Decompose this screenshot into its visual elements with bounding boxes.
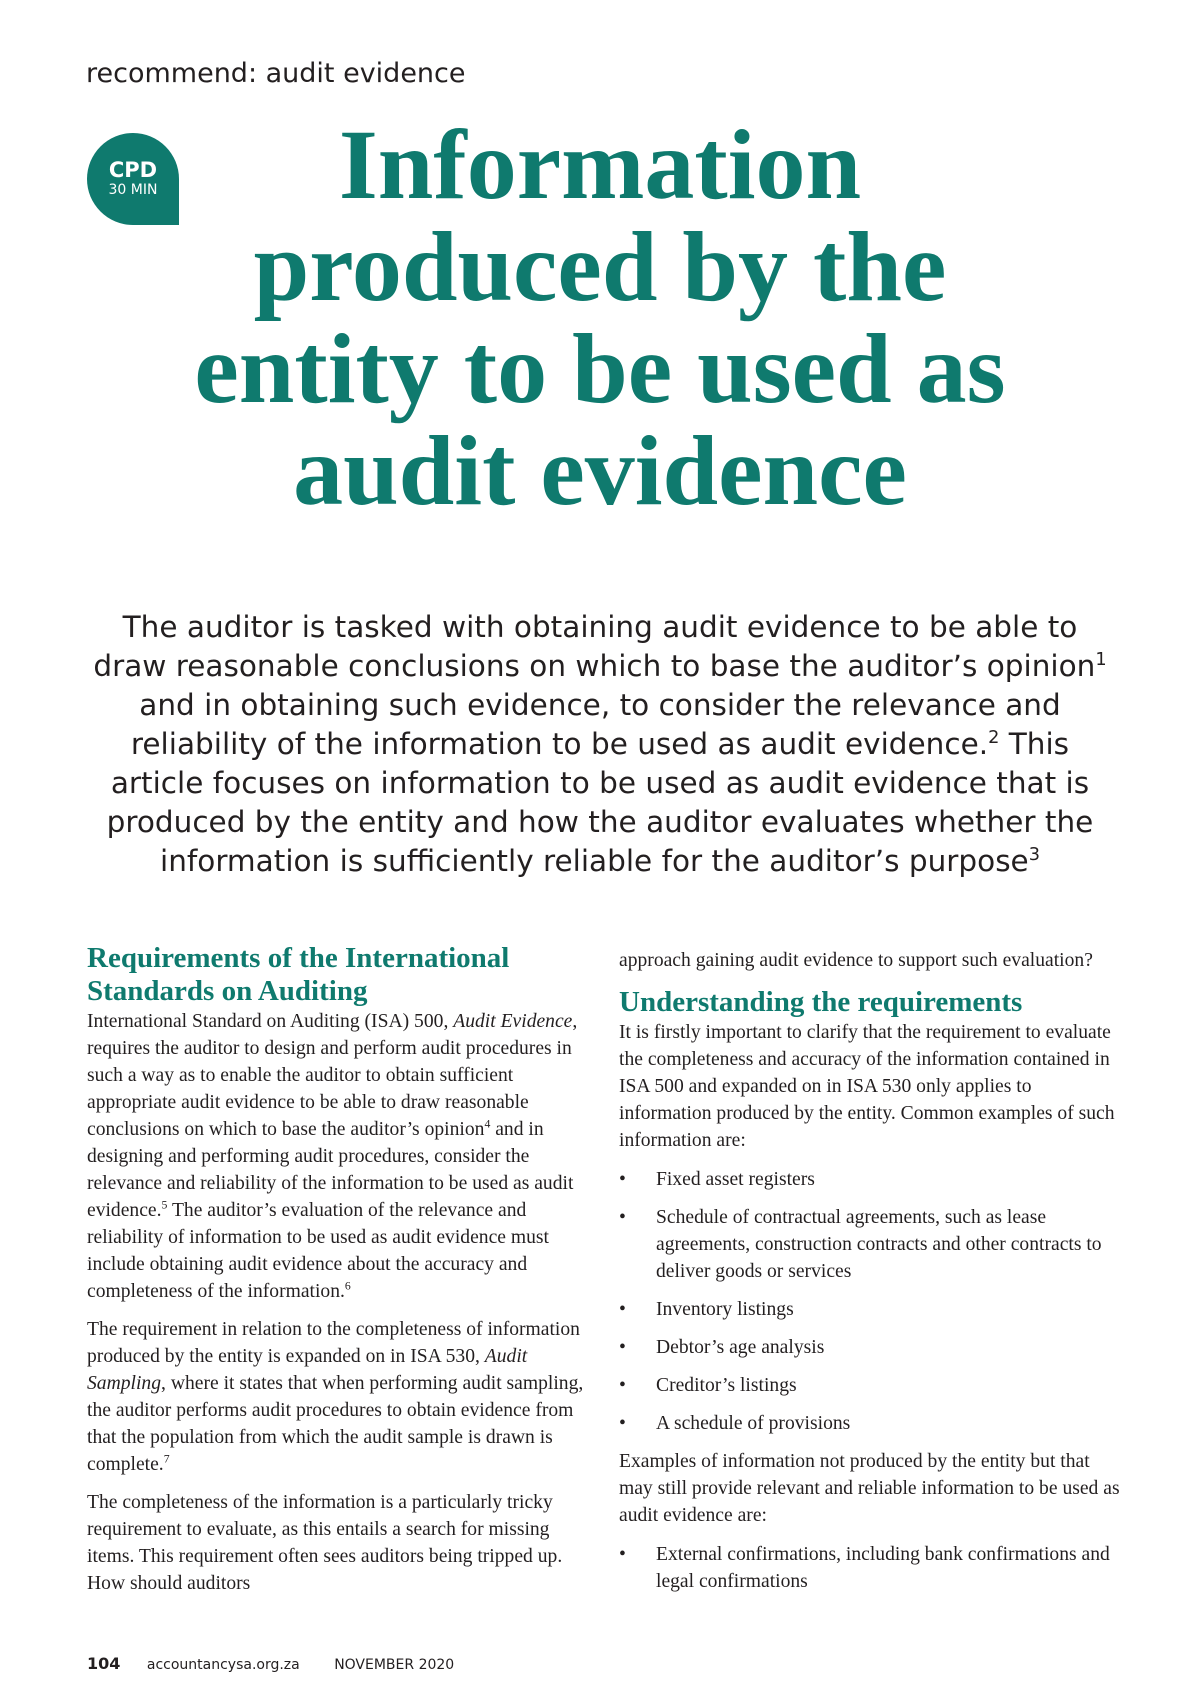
footnote-ref: 6	[344, 1279, 351, 1293]
body-text: The auditor’s evaluation of the relevance and reliability of information to be used as audit evidence must include obtaining audit evidence about the accuracy and completeness of the information.	[87, 1200, 549, 1302]
standard-title: Audit Sampling	[87, 1346, 528, 1394]
title-line: entity to be used as	[194, 313, 1006, 424]
section-heading: Requirements of the International Standards on Auditing	[87, 942, 510, 1007]
page-footer	[87, 1654, 454, 1673]
left-column	[87, 942, 597, 1608]
footnote-ref: 2	[988, 728, 1000, 749]
cpd-badge-title: CPD	[108, 158, 158, 182]
body-text: , where it states that when performing audit sampling, the auditor performs audit procedures to obtain evidence from that the population from which the audit sample is drawn is complete.	[87, 1373, 584, 1475]
list-item: • Inventory listings	[619, 1296, 1124, 1323]
title-line: produced by the	[253, 211, 947, 322]
external-examples-list	[619, 1541, 1124, 1595]
section-label: recommend: audit evidence	[86, 58, 466, 89]
intro-text: and in obtaining such evidence, to consider the relevance and reliability of the information to be used as audit evidence.	[130, 688, 1061, 761]
footnote-ref: 4	[484, 1117, 491, 1131]
body-paragraph	[87, 1316, 597, 1478]
body-paragraph: It is firstly important to clarify that the requirement to evaluate the completeness and accuracy of the information contained in ISA 500 and expanded on in ISA 530 only applies to information produced by the entity. Common examples of such information are:	[619, 1022, 1115, 1151]
body-text: , requires the auditor to design and perform audit procedures in such a way as to enable the auditor to obtain sufficient appropriate audit evidence to be able to draw reasonable conclusions on which to base the auditor’s opinion	[87, 1011, 578, 1140]
section-heading: Understanding the requirements	[619, 986, 1023, 1018]
list-item: • Debtor’s age analysis	[619, 1334, 1124, 1361]
body-paragraph	[87, 1008, 597, 1305]
article-title	[0, 109, 1200, 526]
right-column	[619, 947, 1124, 1606]
issue-date: NOVEMBER 2020	[334, 1657, 455, 1673]
intro-text: The auditor is tasked with obtaining audit evidence to be able to draw reasonable conclusions on which to base the auditor’s opinion	[93, 610, 1096, 683]
list-item: • Schedule of contractual agreements, such as lease agreements, construction contracts and other contracts to deliver goods or services	[619, 1204, 1124, 1285]
list-item: • Creditor’s listings	[619, 1372, 1124, 1399]
list-item: • External confirmations, including bank confirmations and legal confirmations	[619, 1541, 1124, 1595]
cpd-badge-duration: 30 MIN	[108, 182, 158, 198]
footnote-ref: 3	[1028, 845, 1040, 866]
footnote-ref: 5	[161, 1198, 168, 1212]
list-item: • A schedule of provisions	[619, 1410, 1124, 1437]
footnote-ref: 1	[1095, 650, 1107, 671]
body-text: and in designing and performing audit procedures, consider the relevance and reliability of the information to be used as audit evidence.	[87, 1119, 574, 1221]
body-text: The requirement in relation to the completeness of information produced by the entity is expanded on in ISA 530,	[87, 1319, 580, 1367]
website: accountancysa.org.za	[146, 1657, 300, 1673]
body-text: International Standard on Auditing (ISA) 500,	[87, 1011, 454, 1032]
body-paragraph: approach gaining audit evidence to support such evaluation?	[619, 950, 1093, 971]
title-line: audit evidence	[293, 415, 907, 526]
examples-list	[619, 1166, 1124, 1437]
intro-standfirst	[90, 608, 1110, 881]
list-item: • Fixed asset registers	[619, 1166, 1124, 1193]
footnote-ref: 7	[163, 1452, 170, 1466]
intro-text: This article focuses on information to be used as audit evidence that is produced by the entity and how the auditor evaluates whether the information is sufficiently reliable for the auditor’s purpose	[106, 727, 1094, 878]
body-paragraph: Examples of information not produced by the entity but that may still provide relevant and reliable information to be used as audit evidence are:	[619, 1451, 1120, 1526]
body-paragraph: The completeness of the information is a particularly tricky requirement to evaluate, as this entails a search for missing items. This requirement often sees auditors being tripped up. How should auditors	[87, 1492, 563, 1594]
page-number: 104	[87, 1654, 121, 1673]
standard-title: Audit Evidence	[453, 1011, 573, 1032]
title-line: Information	[338, 109, 862, 220]
